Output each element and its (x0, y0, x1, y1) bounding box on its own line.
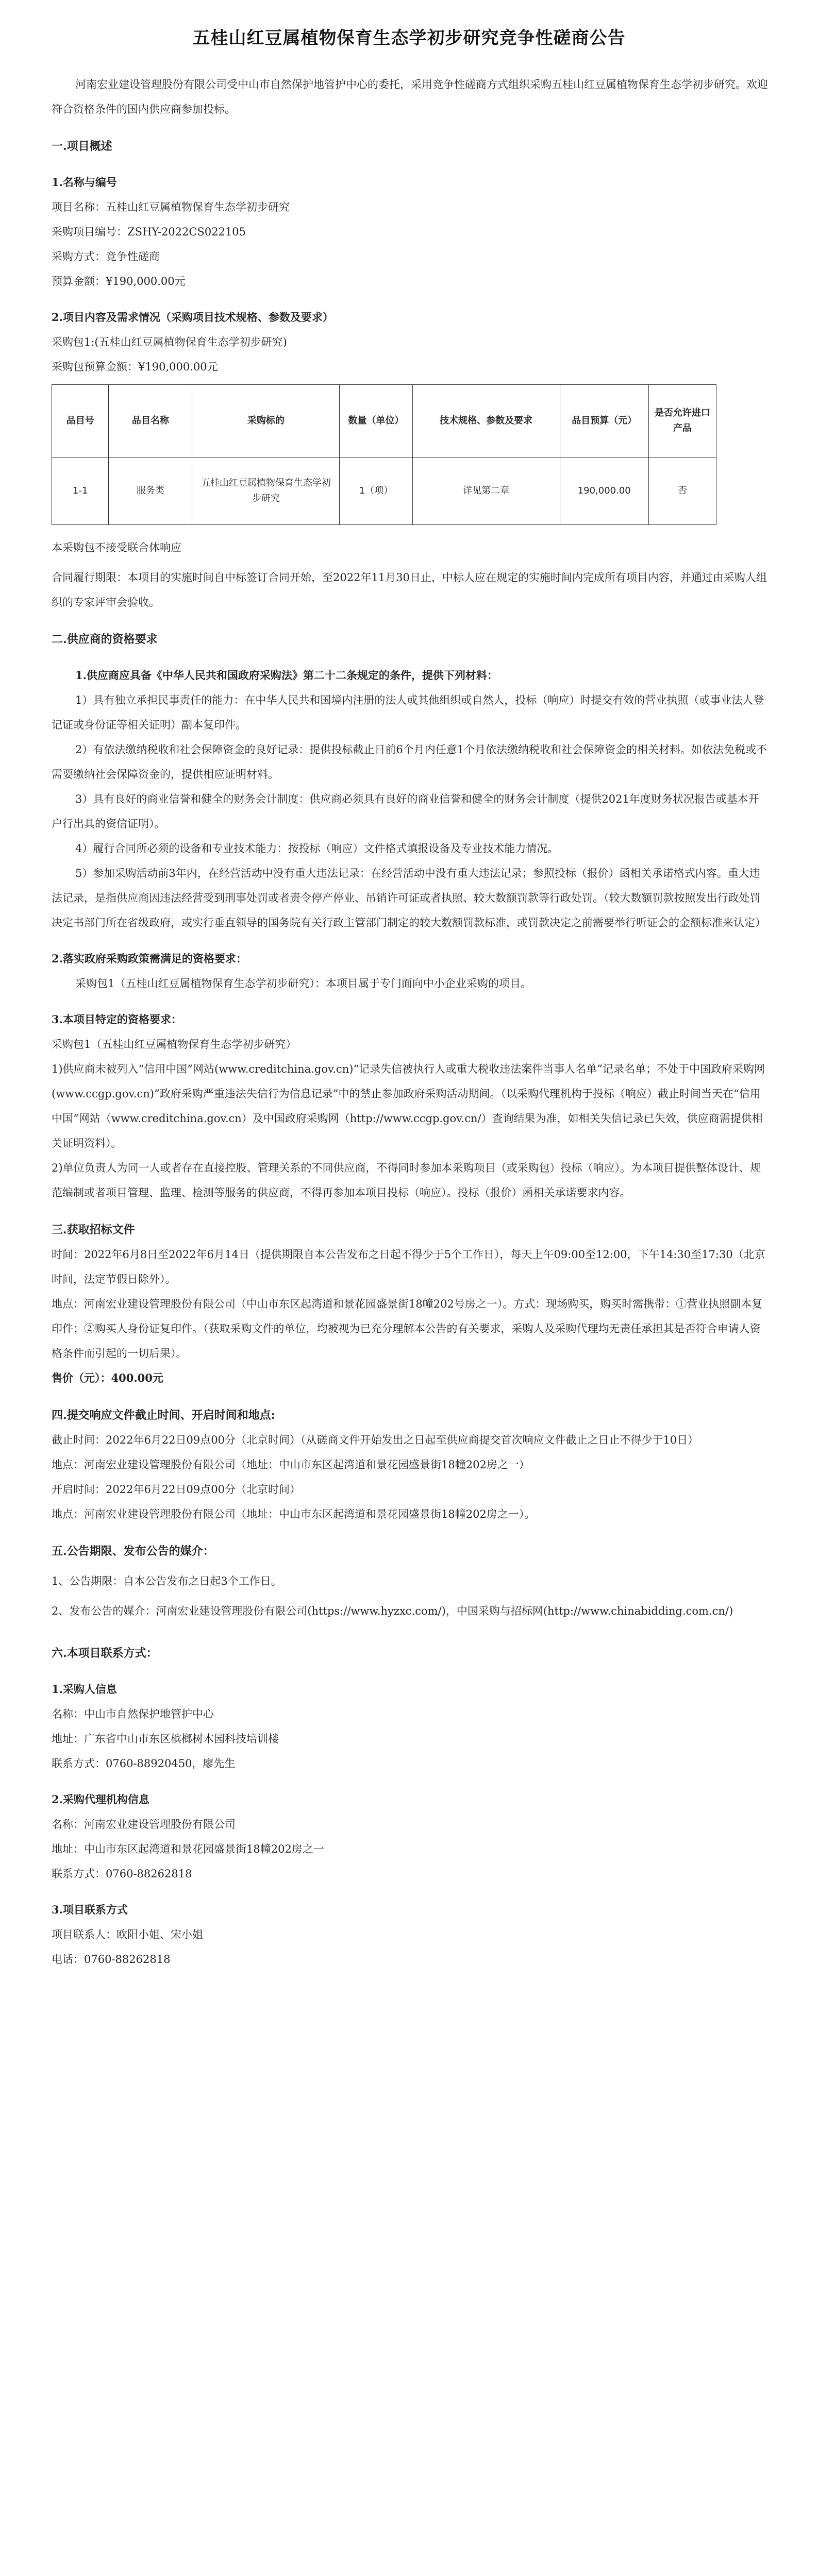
project-contact-person: 项目联系人：欧阳小姐、宋小姐 (52, 1928, 203, 1941)
col-header-spec: 技术规格、参数及要求 (412, 385, 560, 457)
buyer-address: 地址：广东省中山市东区槟榔树木园科技培训楼 (52, 1733, 279, 1745)
special-requirement-1: 1)供应商未被列入“信用中国”网站(www.creditchina.gov.cn)“记录失信被执行人或重大税收违法案件当事人名单”记录名单；不处于中国政府采购网(www.ccgp.gov.cn)“政府采购严重违法失信行为信息记录”中的禁止参加政府采购活动期间。（以采购代理机构于投标（响应）截止时间当天在“信用中国”网站（www.creditchina.gov.cn）及中国政府采购网（http://www.ccgp.gov.cn/）查询结果为准，如相关失信记录已失效，供应商需提供相关证明资料）。 (52, 1063, 765, 1149)
document-price: 售价（元）：400.00元 (52, 1371, 163, 1384)
announcement-media: 2、发布公告的媒介：河南宏业建设管理股份有限公司(https://www.hyzxc.com/)，中国采购与招标网(http://www.chinabidding.com.cn/) (52, 1605, 733, 1617)
requirement-1: 1）具有独立承担民事责任的能力：在中华人民共和国境内注册的法人或其他组织或自然人，投标（响应）时提交有效的营业执照（或事业法人登记证或身份证等相关证明）副本复印件。 (52, 694, 764, 731)
cell-spec: 详见第二章 (412, 457, 560, 525)
agent-contact: 联系方式：0760-88262818 (52, 1868, 192, 1880)
page-title: 五桂山红豆属植物保育生态学初步研究竞争性磋商公告 (192, 28, 626, 48)
intro-paragraph: 河南宏业建设管理股份有限公司受中山市自然保护地管护中心的委托，采用竞争性磋商方式组织采购五桂山红豆属植物保育生态学初步研究。欢迎符合资格条件的国内供应商参加投标。 (52, 78, 768, 115)
section-3-heading: 三.获取招标文件 (52, 1223, 135, 1236)
package-budget: 采购包预算金额：¥190,000.00元 (52, 361, 218, 373)
section-1-heading: 一.项目概述 (52, 140, 112, 153)
procurement-method: 采购方式：竞争性磋商 (52, 250, 160, 263)
table-header-row (52, 385, 716, 457)
obtain-place: 地点：河南宏业建设管理股份有限公司（中山市东区起湾道和景花园盛景街18幢202号房之一）。方式：现场购买，购买时需携带：①营业执照副本复印件；②购买人身份证复印件。（获取采购文件的单位，均被视为已充分理解本公告的有关要求，采购人及采购代理均无责任承担其是否符合申请人资格条件而引起的一切后果）。 (52, 1298, 763, 1360)
section-4-heading: 四.提交响应文件截止时间、开启时间和地点: (52, 1409, 275, 1422)
announcement-body (52, 72, 768, 1972)
budget-amount: 预算金额：¥190,000.00元 (52, 275, 186, 287)
cell-item-no: 1-1 (52, 457, 109, 525)
agent-info-heading: 2.采购代理机构信息 (52, 1793, 149, 1806)
buyer-name: 名称：中山市自然保护地管护中心 (52, 1708, 214, 1720)
no-consortium-note: 本采购包不接受联合体响应 (52, 541, 181, 554)
section-1-1-heading: 1.名称与编号 (52, 176, 117, 189)
agent-name: 名称：河南宏业建设管理股份有限公司 (52, 1818, 236, 1831)
cell-quantity: 1（项） (340, 457, 412, 525)
section-5-heading: 五.公告期限、发布公告的媒介： (52, 1545, 214, 1558)
section-2-2-heading: 2.落实政府采购政策需满足的资格要求： (52, 952, 247, 965)
project-contact-phone: 电话：0760-88262818 (52, 1953, 171, 1965)
contract-period: 合同履行期限：本项目的实施时间自中标签订合同开始，至2022年11月30日止，中标人应在规定的实施时间内完成所有项目内容，并通过由采购人组织的专家评审会验收。 (52, 571, 767, 608)
requirement-4: 4）履行合同所必须的设备和专业技术能力：按投标（响应）文件格式填报设备及专业技术能力情况。 (75, 842, 559, 855)
section-6-heading: 六.本项目联系方式： (52, 1647, 158, 1660)
items-table (52, 384, 716, 525)
cell-import: 否 (648, 457, 716, 525)
requirement-5: 5）参加采购活动前3年内，在经营活动中没有重大违法记录：在经营活动中没有重大违法记录；参照投标（报价）函相关承诺格式内容。重大违法记录，是指供应商因违法经营受到刑事处罚或者责令停产停业、吊销许可证或者执照、较大数额罚款等行政处罚。（较大数额罚款按照发出行政处罚决定书部门所在省级政府，或实行垂直领导的国务院有关行政主管部门制定的较大数额罚款标准，或罚款决定之前需要举行听证会的金额标准来认定） (52, 867, 766, 929)
opening-time: 开启时间：2022年6月22日09点00分（北京时间） (52, 1483, 301, 1496)
policy-requirement: 采购包1（五桂山红豆属植物保育生态学初步研究）：本项目属于专门面向中小企业采购的项目。 (75, 977, 531, 990)
col-header-import: 是否允许进口产品 (648, 385, 716, 457)
buyer-contact: 联系方式：0760-88920450，廖先生 (52, 1757, 236, 1770)
table-row (52, 457, 716, 525)
cell-item-name: 服务类 (109, 457, 192, 525)
opening-place: 地点：河南宏业建设管理股份有限公司（地址：中山市东区起湾道和景花园盛景街18幢202房之一）。 (52, 1508, 536, 1520)
special-package-name: 采购包1（五桂山红豆属植物保育生态学初步研究） (52, 1038, 297, 1050)
section-2-1-heading: 1.供应商应具备《中华人民共和国政府采购法》第二十二条规定的条件，提供下列材料： (75, 669, 498, 682)
special-requirement-2: 2)单位负责人为同一人或者存在直接控股、管理关系的不同供应商，不得同时参加本采购项目（或采购包）投标（响应）。为本项目提供整体设计、规范编制或者项目管理、监理、检测等服务的供应商，不得再参加本项目投标（响应）。投标（报价）函相关承诺要求内容。 (52, 1162, 761, 1199)
project-code: 采购项目编号：ZSHY-2022CS022105 (52, 226, 246, 238)
col-header-item-budget: 品目预算（元） (560, 385, 648, 457)
col-header-item-no: 品目号 (52, 385, 109, 457)
section-2-heading: 二.供应商的资格要求 (52, 633, 158, 646)
cell-target: 五桂山红豆属植物保育生态学初步研究 (192, 457, 340, 525)
col-header-quantity: 数量（单位） (340, 385, 412, 457)
section-1-2-heading: 2.项目内容及需求情况（采购项目技术规格、参数及要求） (52, 311, 333, 324)
project-contact-heading: 3.项目联系方式 (52, 1903, 128, 1916)
package-name: 采购包1:(五桂山红豆属植物保育生态学初步研究) (52, 336, 287, 348)
requirement-3: 3）具有良好的商业信誉和健全的财务会计制度：供应商必须具有良好的商业信誉和健全的财务会计制度（提供2021年度财务状况报告或基本开户行出具的资信证明）。 (52, 793, 759, 830)
col-header-item-name: 品目名称 (109, 385, 192, 457)
announcement-period: 1、公告期限：自本公告发布之日起3个工作日。 (52, 1575, 282, 1587)
buyer-info-heading: 1.采购人信息 (52, 1683, 117, 1696)
col-header-target: 采购标的 (192, 385, 340, 457)
section-2-3-heading: 3.本项目特定的资格要求： (52, 1013, 182, 1026)
agent-address: 地址：中山市东区起湾道和景花园盛景街18幢202房之一 (52, 1843, 324, 1855)
obtain-time: 时间：2022年6月8日至2022年6月14日（提供期限自本公告发布之日起不得少于5个工作日），每天上午09:00至12:00，下午14:30至17:30（北京时间，法定节假日除外）。 (52, 1248, 765, 1285)
requirement-2: 2）有依法缴纳税收和社会保障资金的良好记录：提供投标截止日前6个月内任意1个月依法缴纳税收和社会保障资金的相关材料。如依法免税或不需要缴纳社会保障资金的，提供相应证明材料。 (52, 743, 767, 781)
project-name: 项目名称：五桂山红豆属植物保育生态学初步研究 (52, 201, 290, 213)
submission-deadline: 截止时间：2022年6月22日09点00分（北京时间）（从磋商文件开始发出之日起至供应商提交首次响应文件截止之日止不得少于10日） (52, 1434, 699, 1446)
submission-place: 地点：河南宏业建设管理股份有限公司（地址：中山市东区起湾道和景花园盛景街18幢202房之一） (52, 1459, 530, 1471)
cell-item-budget: 190,000.00 (560, 457, 648, 525)
